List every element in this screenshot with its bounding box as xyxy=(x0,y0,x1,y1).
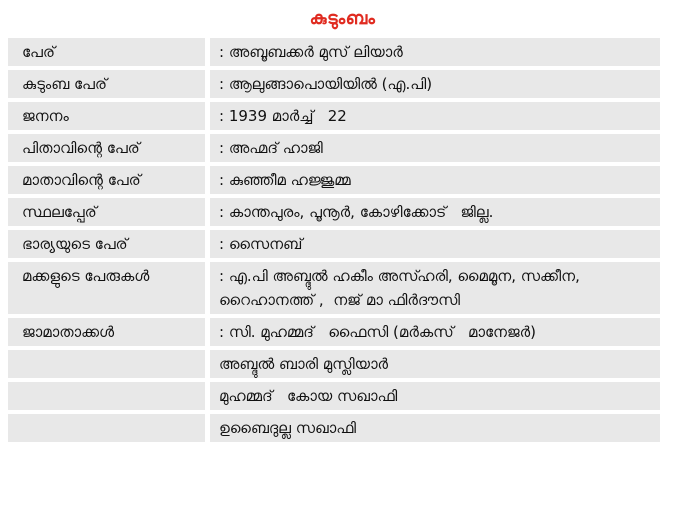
row-label-children: മക്കളുടെ പേരുകൾ xyxy=(8,262,205,314)
row-label-wife: ഭാര്യയുടെ പേര് xyxy=(8,230,205,258)
row-label-father: പിതാവിന്റെ പേര് xyxy=(8,134,205,162)
row-value-mother: : കുഞ്ഞീമ ഹജ്ജുമ്മ xyxy=(210,166,660,194)
row-value-place: : കാന്തപുരം, പൂനൂർ, കോഴിക്കോട് ജില്ല. xyxy=(210,198,660,226)
row-label-place: സ്ഥലപ്പേര് xyxy=(8,198,205,226)
page-title: കുടുംബം xyxy=(309,8,376,29)
row-label-mother: മാതാവിന്റെ പേര് xyxy=(8,166,205,194)
row-value-wife: : സൈനബ് xyxy=(210,230,660,258)
row-value-children: : എ.പി അബ്ദുൽ ഹകീം അസ്ഹരി, മൈമൂന, സക്കീന, റൈഹാനത്ത് , നജ് മാ ഫിർദൗസി xyxy=(210,262,660,314)
row-value-son-in-law-4: ഉബൈദുല്ല സഖാഫി xyxy=(210,414,660,442)
row-label-empty-2 xyxy=(8,382,205,410)
row-label-name: പേര് xyxy=(8,38,205,66)
family-table xyxy=(8,38,660,442)
row-label-sons-in-law: ജാമാതാക്കൾ xyxy=(8,318,205,346)
row-value-birth: : 1939 മാർച്ച് 22 xyxy=(210,102,660,130)
row-value-son-in-law-2: അബ്ദുൽ ബാരി മുസ്ലിയാർ xyxy=(210,350,660,378)
row-value-son-in-law-3: മുഹമ്മദ് കോയ സഖാഫി xyxy=(210,382,660,410)
row-value-father: : അഹ്മദ് ഹാജി xyxy=(210,134,660,162)
row-label-empty-3 xyxy=(8,414,205,442)
row-value-family-name: : ആലുങ്ങാപൊയിയിൽ (എ.പി) xyxy=(210,70,660,98)
row-label-birth: ജനനം xyxy=(8,102,205,130)
row-label-family-name: കുടുംബ പേര് xyxy=(8,70,205,98)
row-value-name: : അബൂബക്കർ മുസ് ലിയാർ xyxy=(210,38,660,66)
row-value-son-in-law-1: : സി. മുഹമ്മദ് ഫൈസി (മർകസ് മാനേജർ) xyxy=(210,318,660,346)
row-label-empty-1 xyxy=(8,350,205,378)
